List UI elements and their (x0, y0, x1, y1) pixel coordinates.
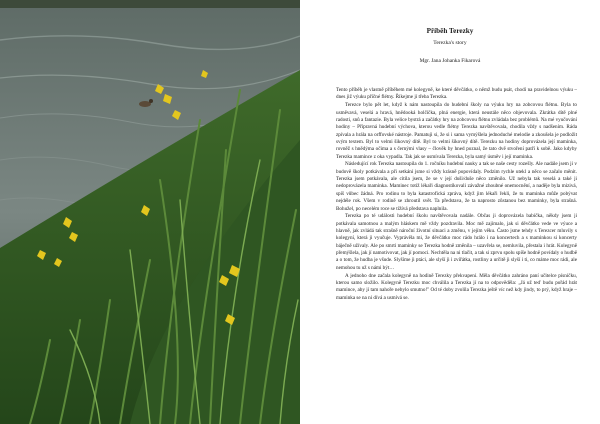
story-paragraph: Terezce bylo pět let, když k nám nastoupila do hudební školy na výuku hry na zobcovou flétnu. Byla to usměvavá, veselá a hravá, hnědooká holčička, plná energie, která neustále něco objevovala. Zkrátka dítě plné radosti, snů a fantazie. Byla velice bystrá a začátky hry na zobcovou flétnu zvládala bez problémů. Na mé vyučování hodiny – Přípravná hudební výchova, kterou vedle flétny Terezka navštěvovala, chodila vždy s nadšením. Ráda zpívala a hrála na orffovské nástroje. Pamatuji si, že si i sama vymýšlela jednoduché melodie a zkoušela je podložit svým textem. Byl to velmi šikovný dítě. Byl to velmi šikovný dítě. Terezku na hodiny doprovázela její maminka, rovněž s hnědýma očima a s černými vlasy – člověk by hned poznal, že tato dvě stvoření patří k sobě. Jako kdyby Terezka mamince z oka vypadla. Tak jak se usmívala Terezka, byla samý úsměv i její maminka. (336, 102, 577, 160)
story-author: Mgr. Jana Johanka Fikarová (419, 58, 481, 64)
story-subtitle: Terezka's story (433, 40, 467, 46)
story-paragraph: A jednoho dne začala kolegyně na hodině Terezky překvapení. Měla děvčátko zahráno paní učitelce písničku, kterou samo složilo. Kolegyně Terezku moc chválila a Terezka jí na to odpověděla: „Já už teď budu pořád hrát mamince, aby jí tam nahoře nebylo smutno!" Od té doby zvolila Terezka ještě víc než kdy jindy, to prý, když hraje – maminka se na ni dívá a usmívá se. (336, 272, 577, 301)
story-title: Příběh Terezky (426, 27, 474, 35)
story-paragraph: Tento příběh je vlastně příběhem mé kolegyně, ke které děvčátko, o němž budu psát, chodí na pravidelnou výuku – dnes již výuku příčné flétny. Říkejme jí třeba Terezka. (336, 87, 577, 101)
story-paragraph: Terezka po té události hudební školu navštěvovala nadále. Občas ji doprovázela babička, někdy jsem ji potkávala samotnou a malým hláskem mě vždy pozdravila. Moc mě zajímalo, jak si děvčátko vede ve výuce a hlavně, jak zvládá tak strašně nároční životní situaci a změnu, v jejím věku. Často jsme tehdy s Terezcer mluvily s kolegyní, která ji vyučuje. Vyprávěla mi, že děvčátko moc rádo hrálo i na koncertech a s maminkou si koncerty báječně užívaly. Ale po smrti maminky se Terezka hodně změnila – uzavřela se, nemluvila, přestala i hrát. Kolegyně přemýšlela, jak jí namotivovat, jak jí pomoci. Nechtěla na ni tlačit, a tak si zprvu spolu spíše hodně povídaly o hudbě a o tom, že hudba je všude. Slyšíme ji ptáci, ale slyší ji i zvířátka, rostliny a určitě ji slyší i ti, co máme moc rádi, ale nemohou tu už s námi být… (336, 213, 577, 271)
text-page (300, 0, 600, 424)
story-paragraph: Následující rok Terezka nastoupila do 1. ročníku hudební nauky a tak se naše cesty rozešly. Ale nadále jsem ji v budově školy potkávala a při setkání jsme si vždy krásně popovídaly. Podzim rychle utekl a něco se začalo měnit. Terezka jsem potkávala, ale cítila jsem, že se v její duši/duše něco změnilo. Už nebyla tak veselá a také ji nedoprovázela maminka. Maminec totiž lékaři diagnostikovali závažné zhoubné onemocnění, a naděje byla mizivá, spíš vůbec žádná. Pro rodinu to byla katastrofická zpráva, když jim lékaři řekli, že tu maminka může pobývat nejdéle rok. Všem v rodině se zhroutil svět. Ta představa, že ta naprosto zůstanou bez maminky, byla strašná. Bohužel, po necelém roce se tížívá představa naplnila. (336, 161, 577, 212)
story-body (336, 87, 577, 302)
